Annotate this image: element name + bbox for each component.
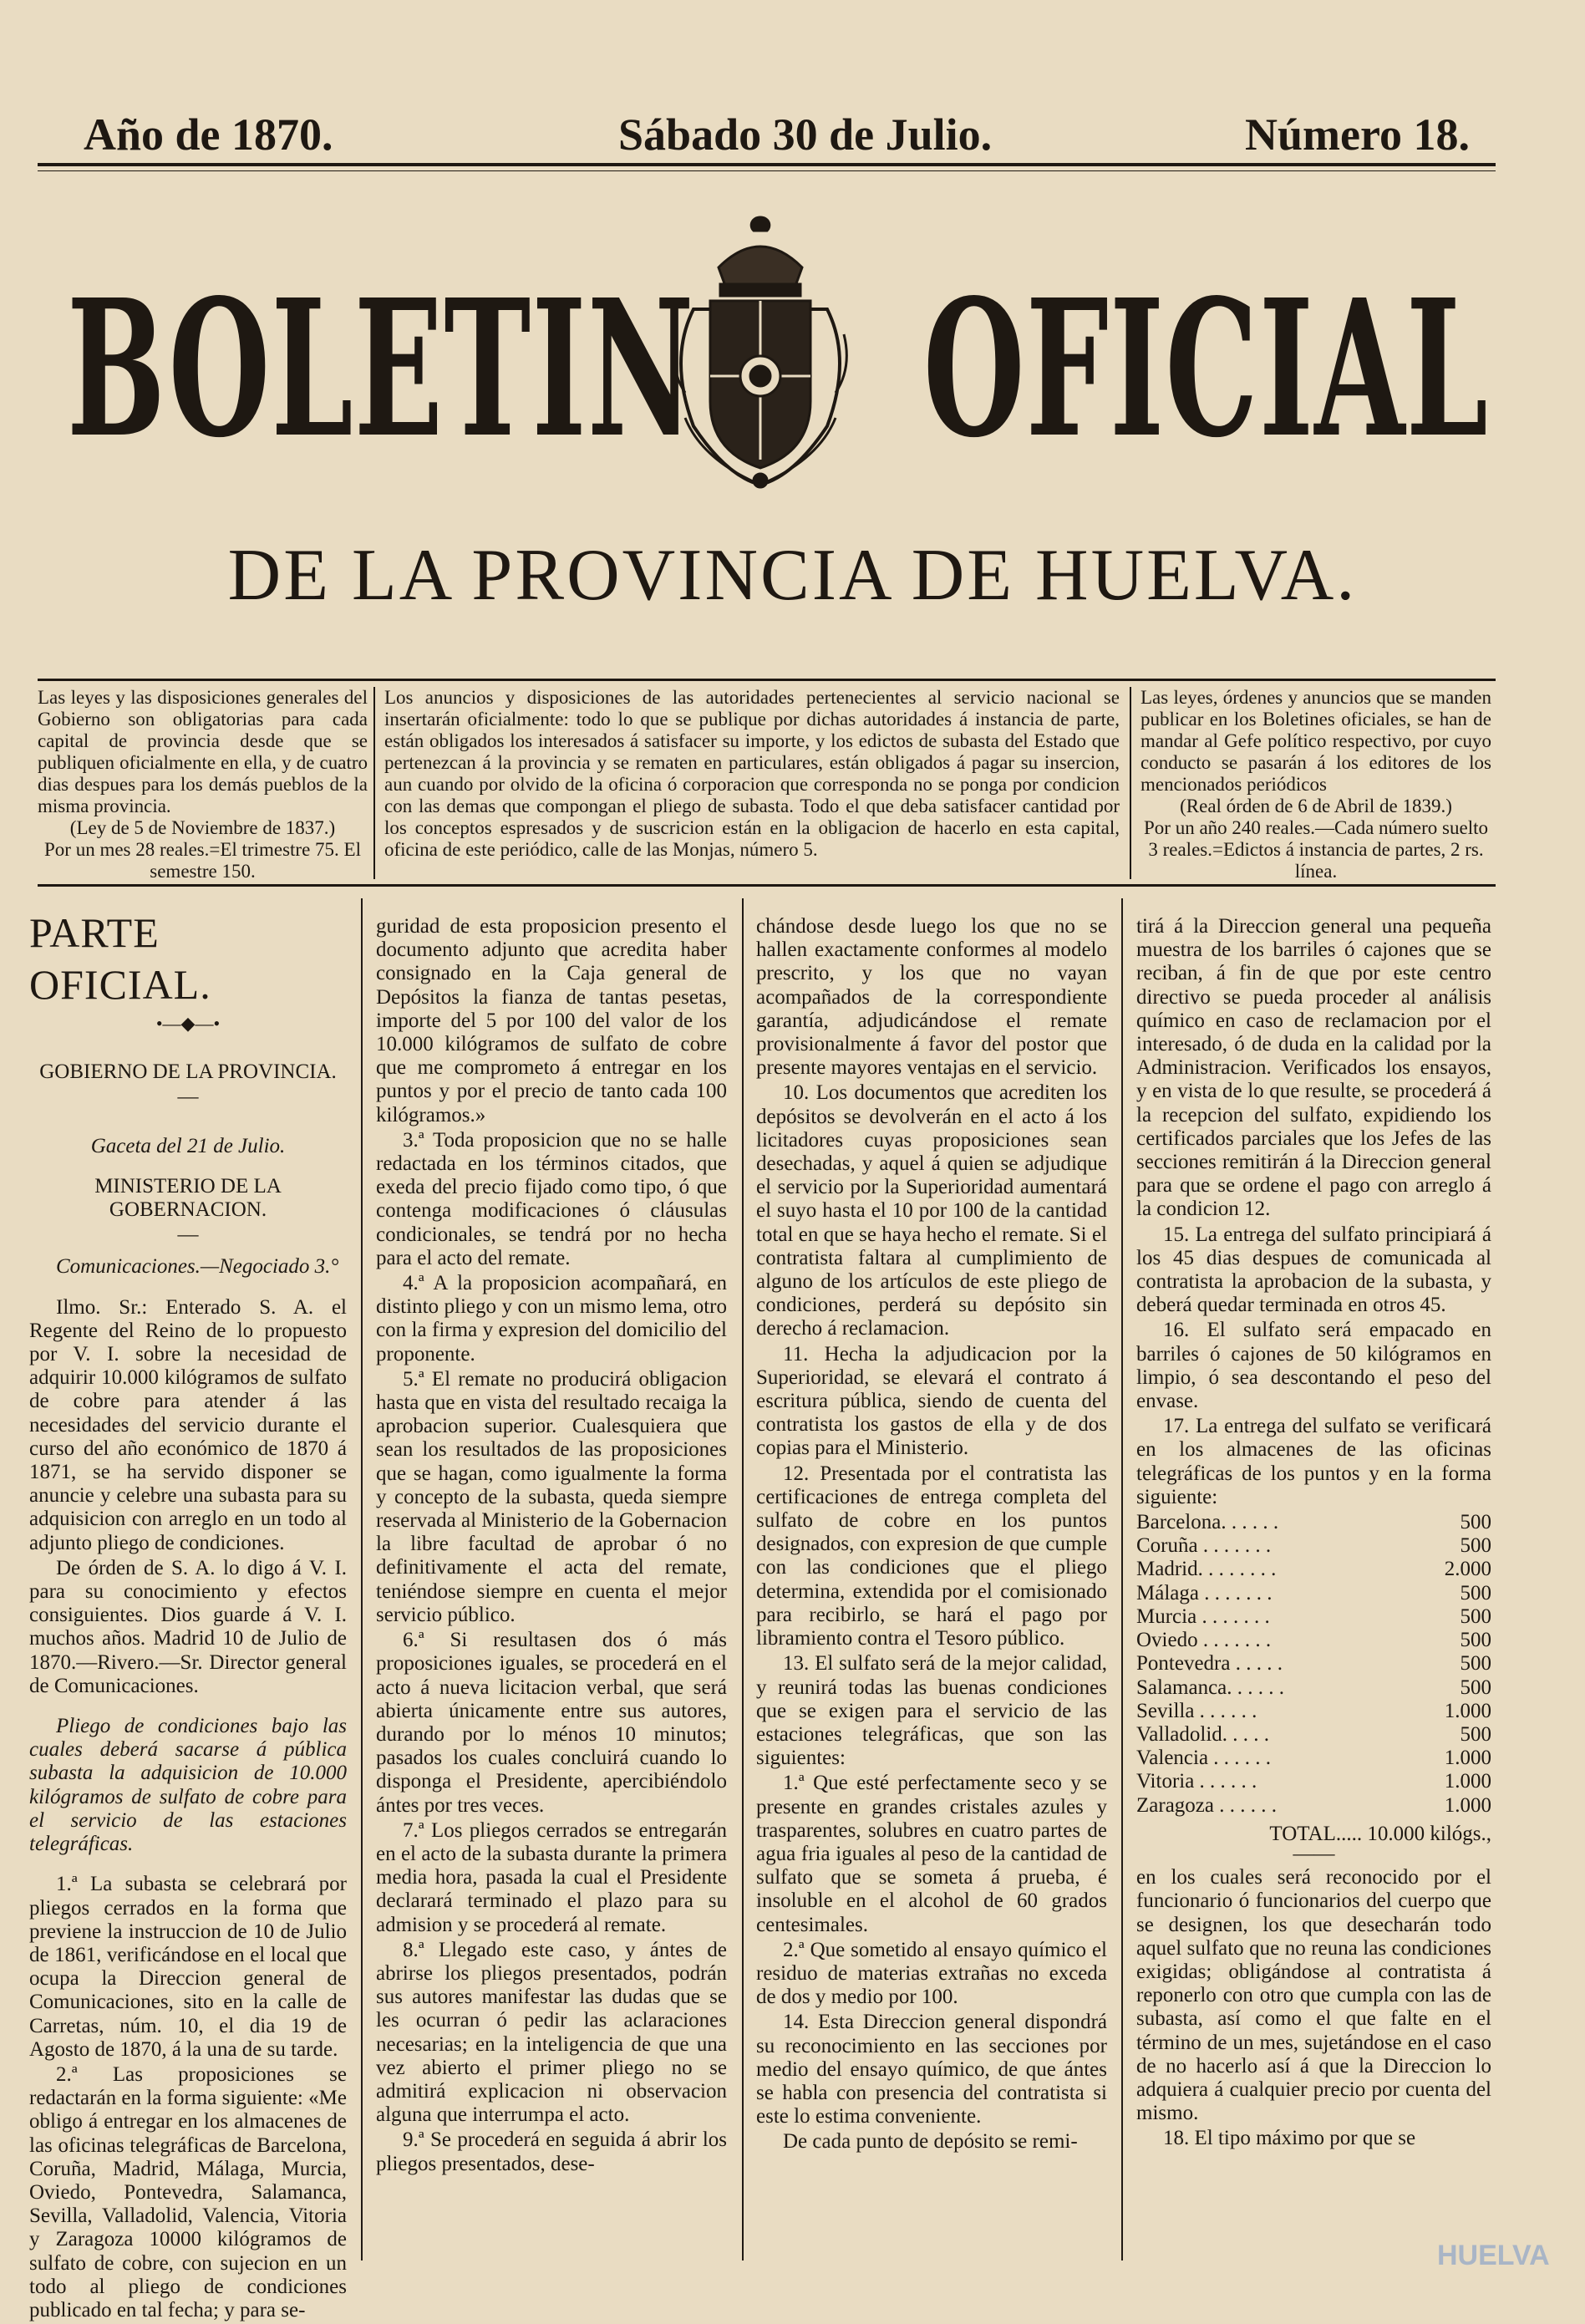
notice-left-price: Por un mes 28 reales.=El trimestre 75. El semestre 150.: [44, 839, 361, 882]
gaceta-heading: Gaceta del 21 de Julio.: [90, 1134, 286, 1157]
distribution-city: Coruña . . . . . . .: [1136, 1534, 1272, 1558]
paragraph: 13. El sulfato será de la mejor calidad, y reunirá todas las buenas condiciones que se exigen para el servicio de las estaciones telegráficas, que son las siguientes:: [756, 1652, 1107, 1770]
distribution-row: [1136, 1770, 1491, 1793]
distribution-city: Valencia . . . . . .: [1136, 1747, 1272, 1770]
notice-right-text: Las leyes, órdenes y anuncios que se manden publicar en los Boletines oficiales, se han de mandar al Gefe político respectivo, por cuyo conducto se pasarán á los editores de los mencionados periódicos: [1140, 687, 1491, 795]
paragraph: tirá á la Direccion general una pequeña muestra de los barriles ó cajones que se reciban, á fin de que por este centro directivo se pueda proceder al análisis químico en caso de reclamacion por el interesado, ó de duda en la calidad por la Administracion. Verificados los ensayos, y en vista de lo que resulte, se procederá á la recepcion del sulfato, expidiendo los certificados parciales que los Jefes de las secciones remitirán á la Direccion general para que se ordene el pago con arreglo á la condicion 12.: [1136, 915, 1491, 1221]
paragraph: Ilmo. Sr.: Enterado S. A. el Regente del Reino de lo propuesto por V. I. sobre la necesidad de adquirir 10.000 kilógramos de sulfato de cobre para atender á las necesidades del servicio durante el curso del año económico de 1870 á 1871, se ha servido disponer se anuncie y celebre una subasta para su adquisicion con arreglo en un todo al adjunto pliego de condiciones.: [29, 1295, 347, 1554]
distribution-amount: 1.000: [1444, 1793, 1491, 1817]
distribution-city: Oviedo . . . . . . .: [1136, 1629, 1272, 1652]
distribution-amount: 500: [1460, 1534, 1491, 1558]
paragraph: 12. Presentada por el contratista las certificaciones de entrega completa del sulfato de cobre en los puntos designados, con expresion de que cumple con las condiciones que el pliego determina, extendida por el comisionado para recibirlo, se hará el pago por libramiento contra el Tesoro público.: [756, 1462, 1107, 1650]
paragraph: De órden de S. A. lo digo á V. I. para su conocimiento y efectos consiguientes. Dios guarde á V. I. muchos años. Madrid 10 de Julio de 1870.—Rivero.—Sr. Director general de Comunicaciones.: [29, 1556, 347, 1697]
issue-number: Número 18.: [1245, 109, 1470, 160]
paragraph: 2.ª Que sometido al ensayo químico el residuo de materias extrañas no exceda de dos y medio por 100.: [756, 1938, 1107, 2009]
distribution-amount: 500: [1460, 1581, 1491, 1604]
distribution-row: [1136, 1629, 1491, 1652]
distribution-city: Málaga . . . . . . .: [1136, 1581, 1273, 1604]
masthead-subtitle: DE LA PROVINCIA DE HUELVA.: [227, 535, 1358, 616]
paragraph: 16. El sulfato será empacado en barriles ó cajones de 50 kilógramos en limpio, ó sea descontando el peso del envase.: [1136, 1319, 1491, 1413]
distribution-city: Murcia . . . . . . .: [1136, 1604, 1270, 1628]
distribution-amount: 2.000: [1444, 1558, 1491, 1581]
column-1: [29, 907, 347, 2324]
distribution-table: [1136, 1511, 1491, 1818]
notice-right-price: Por un año 240 reales.—Cada número suelto 3 reales.=Edictos á instancia de partes, 2 rs. línea.: [1144, 817, 1488, 882]
negociado-line: Comunicaciones.—Negociado 3.°: [56, 1255, 339, 1279]
short-rule: —: [177, 1086, 199, 1109]
paragraph: 10. Los documentos que acrediten los depósitos se devolverán en el acto á los licitadores cuyas proposiciones sean desechadas, y aquel á quien se adjudique el servicio por la Superioridad aumentará el suyo hasta el 10 por 100 de la cantidad total en que se haya hecho el remate. Si el contratista faltara al cumplimiento de alguno de los artículos de este pliego de condiciones, perderá su depósito sin derecho á reclamacion.: [756, 1081, 1107, 1340]
notice-left-law: (Ley de 5 de Noviembre de 1837.): [69, 817, 336, 838]
header-line: [0, 109, 1585, 167]
notice-right-law: (Real órden de 6 de Abril de 1839.): [1180, 796, 1452, 816]
distribution-city: Zaragoza . . . . . .: [1136, 1793, 1277, 1817]
distribution-row: [1136, 1700, 1491, 1723]
distribution-row: [1136, 1511, 1491, 1534]
column-2: [376, 915, 727, 2178]
distribution-amount: 500: [1460, 1676, 1491, 1699]
distribution-row: [1136, 1605, 1491, 1629]
paragraph: 5.ª El remate no producirá obligacion hasta que en vista del resultado recaiga la aprobacion superior. Cualesquiera que sean los resultados de las proposiciones que se hagan, como igualmente la forma y concepto de la subasta, queda siempre reservada al Ministerio de la Gobernacion la libre facultad de aprobar ó no definitivamente el acta del remate, teniéndose siempre en cuenta el mejor servicio público.: [376, 1367, 727, 1626]
paragraph: 18. El tipo máximo por que se: [1163, 2127, 1416, 2150]
paragraph: 3.ª Toda proposicion que no se halle redactada en los términos citados, que exeda del precio fijado como tipo, ó que contenga modificaciones ó cláusulas condicionales, se tendrá por no hecha para el acto del remate.: [376, 1128, 727, 1269]
distribution-row: [1136, 1794, 1491, 1818]
paragraph: 7.ª Los pliegos cerrados se entregarán en el acto de la subasta durante la primera media hora, pasada la cual el Presidente declarará terminado el plazo para su admision y se procederá al remate.: [376, 1818, 727, 1936]
distribution-row: [1136, 1558, 1491, 1581]
watermark: HUELVA: [1437, 2240, 1550, 2271]
distribution-amount: 500: [1460, 1629, 1491, 1652]
distribution-city: Sevilla . . . . . .: [1136, 1699, 1257, 1722]
paragraph: en los cuales será reconocido por el funcionario ó funcionarios del cuerpo que se designen, los que desecharán todo aquel sulfato que no reuna las condiciones exigidas; obligándose al contratista á reponerlo con otro que cumpla con las de subasta, así como el que falte en el término de un mes, sujetándose en el caso de no hacerlo así á que la Direccion lo adquiera á cualquier precio por cuenta del mismo.: [1136, 1866, 1491, 2125]
notice-center-text: Los anuncios y disposiciones de las autoridades pertenecientes al servicio nacional se insertarán oficialmente: todo lo que se publique por dichas autoridades á instancia de parte, están obligados los interesados á satisfacer su importe, y los edictos de subasta del Estado que pertenezcan á la provincia y se rematen en particulares, están obligados á pagar su insercion, aun cuando por olvido de la oficina ó corporacion que corresponda no se ponga por condicion con las demas que compongan el pliego de subasta. Todo el que deba satisfacer cantidad por los conceptos espresados y de suscricion están en la obligacion de hacerlo en esta capital, oficina de este periódico, calle de las Monjas, número 5.: [384, 687, 1120, 860]
distribution-amount: 500: [1460, 1604, 1491, 1628]
paragraph: 11. Hecha la adjudicacion por la Superioridad, se elevará el contrato á escritura pública, siendo de cuenta del contratista los gastos de ella y de dos copias para el Ministerio.: [756, 1342, 1107, 1460]
issue-date: Sábado 30 de Julio.: [618, 109, 993, 160]
distribution-city: Salamanca. . . . . .: [1136, 1676, 1285, 1699]
paragraph: 6.ª Si resultasen dos ó más proposiciones iguales, se procederá en el acto á nueva licitacion verbal, que será abierta únicamente entre sus autores, durando por lo ménos 10 minutos; pasados los cuales concluirá cuando lo disponga el Presidente, apercibiéndolo ántes por tres veces.: [376, 1629, 727, 1817]
paragraph: guridad de esta proposicion presento el documento adjunto que acredita haber consignado en la Caja general de Depósitos la fianza de tantas pesetas, importe del 5 por 100 del valor de los 10.000 kilógramos de sulfato de cobre que me comprometo á entregar en los puntos y por el precio de tanto cada 100 kilógramos.»: [376, 915, 727, 1126]
column-3: [756, 915, 1107, 2156]
paragraph: 15. La entrega del sulfato principiará á los 45 dias despues de comunicada al contratista la aprobacion de la subasta, y deberá quedar terminada en otros 45.: [1136, 1223, 1491, 1317]
notice-divider-2: [1130, 687, 1131, 879]
column-divider-3: [1121, 898, 1123, 2260]
distribution-row: [1136, 1723, 1491, 1747]
distribution-city: Valladolid. . . . .: [1136, 1722, 1270, 1746]
distribution-row: [1136, 1582, 1491, 1605]
notice-right: [1140, 687, 1491, 882]
distribution-city: Vitoria . . . . . .: [1136, 1770, 1257, 1793]
distribution-total: TOTAL..... 10.000 kilógs.,: [1269, 1822, 1491, 1845]
column-4: [1136, 915, 1491, 2153]
paragraph: 14. Esta Direccion general dispondrá su reconocimiento en las secciones por medio del ensayo químico, de que ántes se habla con presencia del contratista si este lo estima conveniente.: [756, 2011, 1107, 2128]
ministerio-heading: MINISTERIO DE LA GOBERNACION.: [94, 1174, 282, 1222]
gobierno-heading: GOBIERNO DE LA PROVINCIA.: [39, 1060, 337, 1084]
header-rule: [38, 163, 1496, 166]
distribution-row: [1136, 1534, 1491, 1558]
distribution-city: Pontevedra . . . . .: [1136, 1652, 1283, 1676]
notice-bottom-rule: [38, 884, 1496, 887]
distribution-amount: 1.000: [1444, 1699, 1491, 1722]
notice-left-text: Las leyes y las disposiciones generales del Gobierno son obligatorias para cada capital de provincia desde que se publiquen oficialmente en ella, y de cuatro dias despues para los demás pueblos de la misma provincia.: [38, 687, 368, 816]
distribution-amount: 1.000: [1444, 1770, 1491, 1793]
short-rule-3: ——: [1293, 1842, 1335, 1865]
distribution-city: Barcelona. . . . . .: [1136, 1511, 1279, 1534]
distribution-amount: 500: [1460, 1511, 1491, 1534]
distribution-row: [1136, 1676, 1491, 1700]
masthead-word-boletin: BOLETIN: [67, 259, 695, 480]
paragraph: 8.ª Llegado este caso, y ántes de abrirse los pliegos presentados, podrán sus autores manifestar las dudas que se les ocurran ó pedir las aclaraciones necesarias; en la inteligencia de que una vez abierto el primer pliego no se admitirá explicacion ni observacion alguna que interrumpa el acto.: [376, 1938, 727, 2127]
distribution-amount: 500: [1460, 1652, 1491, 1676]
pliego-heading: Pliego de condiciones bajo las cuales deberá sacarse á pública subasta la adquisicion de 10.000 kilógramos de sulfato de cobre para el servicio de las estaciones telegráficas.: [29, 1715, 347, 1856]
section-title: PARTE OFICIAL.: [29, 909, 211, 1008]
paragraph: chándose desde luego los que no se hallen exactamente conformes al modelo prescrito, y los que no vayan acompañados de la correspondiente garantía, adjudicándose el remate provisionalmente á favor del postor que presente mayores ventajas en el servicio.: [756, 915, 1107, 1080]
paragraph: 2.ª Las proposiciones se redactarán en la forma siguiente: «Me obligo á entregar en los almacenes de las oficinas telegráficas de Barcelona, Coruña, Madrid, Málaga, Murcia, Oviedo, Pontevedra, Salamanca, Sevilla, Valladolid, Valencia, Vitoria y Zaragoza 10000 kilógramos de sulfato de cobre, con sujecion en un todo al pliego de condiciones publicado en tal fecha; y para se-: [29, 2062, 347, 2321]
column-divider-1: [361, 898, 363, 2260]
distribution-amount: 1.000: [1444, 1747, 1491, 1770]
notice-left: [38, 687, 368, 882]
distribution-amount: 500: [1460, 1722, 1491, 1746]
issue-year: Año de 1870.: [84, 109, 333, 160]
paragraph: 9.ª Se procederá en seguida á abrir los pliegos presentados, dese-: [376, 2128, 727, 2175]
coat-of-arms-icon: [660, 209, 861, 493]
header-rule-thin: [38, 170, 1496, 171]
paragraph: 17. La entrega del sulfato se verificará en los almacenes de las oficinas telegráficas de los puntos y en la forma siguiente:: [1136, 1415, 1491, 1508]
masthead-word-oficial: OFICIAL: [923, 259, 1490, 480]
distribution-row: [1136, 1652, 1491, 1676]
notice-center: [384, 687, 1120, 861]
column-divider-2: [742, 898, 744, 2260]
short-rule-2: —: [177, 1223, 199, 1247]
paragraph: 1.ª La subasta se celebrará por pliegos cerrados en la forma que previene la instruccion de 10 de Julio de 1861, verificándose en el local que ocupa la Direccion general de Comunicaciones, sito en la calle de Carretas, núm. 10, el dia 19 de Agosto de 1870, á la una de su tarde.: [29, 1873, 347, 2061]
distribution-row: [1136, 1747, 1491, 1770]
notice-top-rule: [38, 679, 1496, 681]
paragraph: De cada punto de depósito se remi-: [783, 2130, 1078, 2154]
ornament: •—◆—•: [155, 1013, 221, 1034]
paragraph: 1.ª Que esté perfectamente seco y se presente en grandes cristales azules y trasparentes, solubres en cuatro partes de agua fria iguales al peso de la cantidad de sulfato que se someta á prueba, é insoluble en el alcohol de 60 grados centesimales.: [756, 1772, 1107, 1936]
distribution-city: Madrid. . . . . . . .: [1136, 1558, 1277, 1581]
notice-divider-1: [373, 687, 375, 879]
paragraph: 4.ª A la proposicion acompañará, en distinto pliego y con un mismo lema, otro con la firma y expresion del domicilio del proponente.: [376, 1272, 727, 1365]
